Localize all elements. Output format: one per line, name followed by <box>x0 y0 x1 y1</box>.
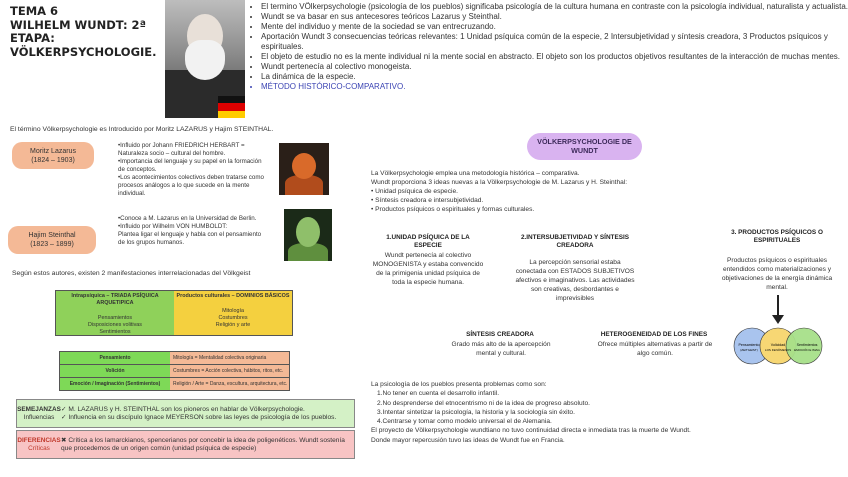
title-line: TEMA 6 <box>10 4 59 18</box>
table-row <box>60 377 289 390</box>
cultural-products-cell <box>174 291 292 335</box>
lazarus-portrait <box>279 143 329 195</box>
list-item: ✓ Influencia en su discípulo Ignace MEYERSON sobre las leyes de psicología de los pueblos. <box>61 413 337 421</box>
venn-label: Pensamiento <box>738 343 760 347</box>
note-line: •Importancia del lenguaje y su papel en la formación de conceptos. <box>118 158 262 173</box>
text-psychic-products: Productos psíquicos o espirituales entendidos como materializaciones y objetivaciones de la energía dinámica mental. <box>721 257 833 291</box>
header-bullet: • Aportación Wundt 3 consecuencias teóricas relevantes: 1 Unidad psíquica común de la especie, 2 Intersubjetividad y síntesis creadora, 3 Productos psíquicos y espirituales. <box>261 32 848 52</box>
steinthal-name: Hajim Steinthal <box>28 232 76 239</box>
heading-psychic-products: 3. PRODUCTOS PSÍQUICOS O ESPIRITUALES <box>731 229 823 244</box>
heading-psychic-unity: 1.UNIDAD PSÍQUICA DE LA ESPECIE <box>386 234 470 249</box>
title-line: WILHELM WUNDT: 2ª <box>10 17 147 32</box>
header-bullet: • Mente del individuo y mente de la sociedad se van entrecruzando. <box>261 22 848 32</box>
list-item: ✓ M. LAZARUS y H. STEINTHAL son los pioneros en hablar de Völkerpsychologie. <box>61 405 305 413</box>
intro-line: • Productos psíquicos o espirituales y formas culturales. <box>371 206 535 213</box>
cell-item: Mitología <box>222 308 244 314</box>
table-cell: Volición <box>60 365 170 377</box>
steinthal-portrait <box>284 209 332 261</box>
intro-line: • Síntesis creadora e intersubjetividad. <box>371 197 484 204</box>
heading-creative-synthesis: SÍNTESIS CREADORA <box>466 331 534 338</box>
text-intersubjectivity: La percepción sensorial estaba conectada con ESTADOS SUBJETIVOS afectivos e imaginativos. Las actividades son creativas, desbordantes e imprevisibles <box>515 259 635 302</box>
german-flag-icon <box>218 96 245 118</box>
wundt-volkerpsychologie-pill: VÖLKERPSYCHOLOGIE DE WUNDT <box>527 133 642 160</box>
box-title: SEMEJANZAS <box>17 405 61 413</box>
intrapsychic-header: Intrapsíquica – TRIADA PSÍQUICA ARQUETIPICA <box>71 293 159 306</box>
problem-item: 4.Centrarse y tomar como modelo universal el de Alemania. <box>377 418 552 426</box>
header-bullet: • Wundt se va basar en sus antecesores teóricos Lazarus y Steinthal. <box>261 12 848 22</box>
intro-line: • Unidad psíquica de especie. <box>371 188 458 195</box>
header-bullet: • La dinámica de la especie. <box>261 72 848 82</box>
lazarus-notes <box>118 142 264 198</box>
correspondence-table <box>59 351 290 391</box>
note-line: Plantea ligar el lenguaje y habla con el pensamiento de los grupos humanos. <box>118 231 262 246</box>
header-bullet: • Wundt pertenecía al colectivo monogeista. <box>261 62 848 72</box>
text-psychic-unity: Wundt pertenecía al colectivo MONOGENISTA y estaba convencido de la primigenia unidad psíquica de toda la especie humana. <box>372 252 484 286</box>
differences-box <box>16 430 355 459</box>
cell-item: Religión y arte <box>215 322 251 328</box>
similarities-box <box>16 399 355 428</box>
venn-label: Sentimientos <box>796 343 818 347</box>
venn-sub: EMOCIÓN E IMAG <box>794 348 820 352</box>
header-bullet-list <box>252 2 848 92</box>
manifestations-table <box>55 290 293 336</box>
venn-label: Volicidad <box>770 343 786 347</box>
table-cell: Religión / Arte = Danza, escultura, arquitectura, etc. <box>170 378 289 390</box>
table-cell: Pensamiento <box>60 352 170 364</box>
problems-intro: La psicología de los pueblos presenta problemas como son: <box>371 381 547 388</box>
title-line: VÖLKERPSYCHOLOGIE. <box>10 44 157 59</box>
differences-label <box>17 437 61 453</box>
manifestations-text: Según estos autores, existen 2 manifestaciones interrelacionadas del Völkgeist <box>12 270 251 277</box>
venn-sub: (ZEITGEIST) <box>740 348 758 352</box>
note-line: •Conoce a M. Lazarus en la Universidad de Berlin. <box>118 215 257 222</box>
similarities-list <box>61 406 336 422</box>
problem-item: 1.No tener en cuenta el desarrollo infantil. <box>377 390 500 398</box>
problem-item: 2.No desprenderse del etnocentrismo ni de la idea de progreso absoluto. <box>377 399 590 407</box>
lazarus-dates: (1824 – 1903) <box>31 157 75 164</box>
table-row <box>60 352 289 364</box>
similarities-label <box>17 406 61 422</box>
text-heterogeneity: Ofrece múltiples alternativas a partir de algo común. <box>597 341 713 357</box>
note-line: •Influido por Wilhelm VON HUMBOLDT: <box>118 223 228 230</box>
outro-line: El proyecto de Völkerpsychologie wundtiano no tuvo continuidad directa e inmediata tras la muerte de Wundt. <box>371 427 691 435</box>
cell-item: Costumbres <box>218 315 248 321</box>
outro-line: Donde mayor repercusión tuvo las ideas de Wundt fue en Francia. <box>371 436 565 444</box>
page-title <box>10 5 160 59</box>
table-cell: Emoción / Imaginación (Sentimientos) <box>60 378 170 390</box>
lazarus-name: Moritz Lazarus <box>30 148 76 155</box>
venn-sub: LOS FENÓMENOS <box>764 348 792 352</box>
header-bullet: • El objeto de estudio no es la mente individual ni la mente social en abstracto. El objeto son los productos objetivos resultantes de la interacción de muchas mentes. <box>261 52 848 62</box>
differences-list <box>61 437 346 453</box>
title-line: ETAPA: <box>10 31 55 45</box>
steinthal-pill <box>8 226 96 254</box>
table-cell: Mitología = Mentalidad colectiva originaria <box>170 352 289 364</box>
header-bullet-method: • MÉTODO HISTÓRICO-COMPARATIVO. <box>261 82 848 92</box>
cell-item: Pensamientos <box>97 315 133 321</box>
intro-line: La Völkerpsychologie emplea una metodología histórica – comparativa. <box>371 170 580 177</box>
steinthal-dates: (1823 – 1899) <box>30 241 74 248</box>
intrapsychic-cell <box>56 291 174 335</box>
heading-intersubjectivity: 2.INTERSUBJETIVIDAD Y SÍNTESIS CREADORA <box>520 234 630 249</box>
steinthal-notes <box>118 215 268 247</box>
header-bullet: • El termino VÖlkerpsychologie (psicología de los pueblos) significaba psicología de la cultura humana en contraste con la psicología individual, naturalista y actualista. <box>261 2 848 12</box>
venn-diagram <box>730 293 840 365</box>
intro-text: El término Völkerpsychologie es Introducido por Moritz LAZARUS y Hajim STEINTHAL. <box>10 126 274 133</box>
intro-line: Wundt proporciona 3 ideas nuevas a la Völkerpsychologie de M. Lazarus y H. Steinthal: <box>371 179 628 186</box>
box-subtitle: Influencias <box>23 413 55 421</box>
cell-item: Disposiciones volitivas <box>88 322 142 328</box>
text-creative-synthesis: Grado más alto de la apercepción mental y cultural. <box>451 341 551 357</box>
problems-section <box>371 380 706 445</box>
table-cell: Costumbres = Acción colectiva, hábitos, ritos, etc. <box>170 365 289 377</box>
lazarus-pill <box>12 142 94 169</box>
arrow-head <box>772 315 784 324</box>
list-item: ✖ Crítica a los lamarckianos, spencerianos por concebir la idea de poligenéticos. Wundt sostenía que procedemos de un origen común (unidad psíquica de especie) <box>61 436 345 452</box>
cell-item: Sentimientos <box>99 329 131 335</box>
cultural-header: Productos culturales – DOMINIOS BÁSICOS <box>176 293 290 299</box>
note-line: •Los acontecimientos colectivos deben tratarse como procesos análogos a lo que sucede en la mente individual. <box>118 174 264 197</box>
note-line: •Influido por Johann FRIEDRICH HERBART = Naturaleza socio – cultural del hombre. <box>118 142 245 157</box>
table-row <box>60 364 289 377</box>
box-title: DIFERENCIAS <box>17 436 61 444</box>
volkerpsychologie-intro <box>371 169 701 214</box>
heading-heterogeneity: HETEROGENEIDAD DE LOS FINES <box>600 331 708 338</box>
box-subtitle: Críticas <box>28 444 50 452</box>
problem-item: 3.Intentar sintetizar la psicología, la historia y la sociología sin éxito. <box>377 408 575 416</box>
